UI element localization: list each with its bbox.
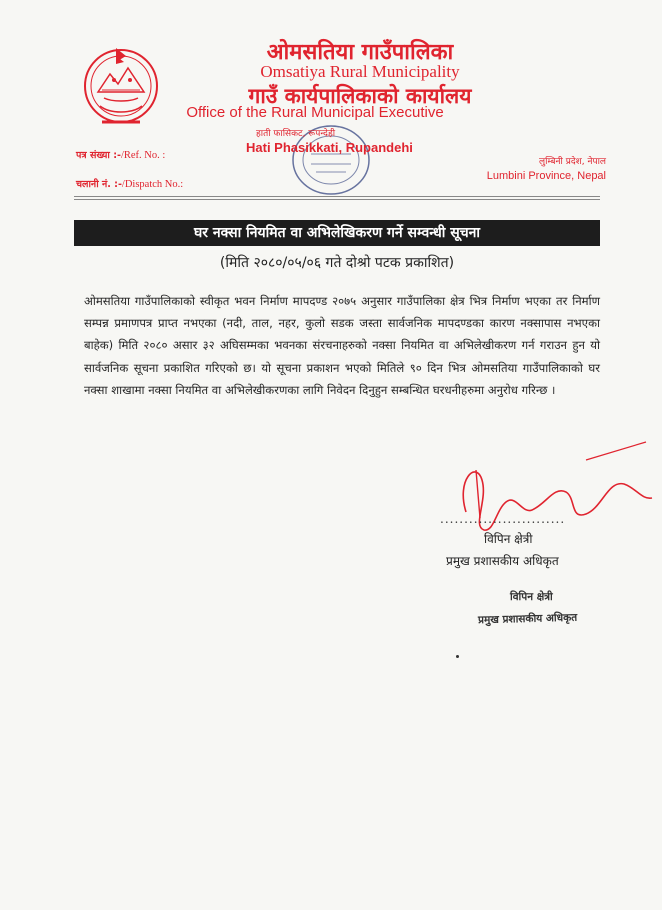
ref-number-field <box>76 148 165 161</box>
notice-title: घर नक्सा नियमित वा अभिलेखिकरण गर्ने सम्वन्धी सूचना <box>74 220 600 246</box>
signatory-title: प्रमुख प्रशासकीय अधिकृत <box>446 554 559 568</box>
signatory-name: विपिन क्षेत्री <box>484 532 533 546</box>
signature-line: .......................... <box>440 512 566 526</box>
name-stamp-name: विपिन क्षेत्री <box>510 591 553 603</box>
municipality-name-nepali: ओमसतिया गाउँपालिका <box>266 40 454 65</box>
ref-label-english: /Ref. No. : <box>120 150 166 161</box>
dispatch-label-english: /Dispatch No.: <box>121 179 184 190</box>
name-stamp-title: प्रमुख प्रशासकीय अधिकृत <box>477 611 578 627</box>
notice-subtitle: (मिति २०८०/०५/०६ गते दोश्रो पटक प्रकाशित) <box>219 255 455 271</box>
ref-label-nepali: पत्र संख्या :- <box>76 150 121 161</box>
dispatch-number-field <box>76 177 183 190</box>
municipality-name-english: Omsatiya Rural Municipality <box>260 62 460 81</box>
header-divider <box>74 196 600 197</box>
province-english: Lumbini Province, Nepal <box>486 170 606 182</box>
dispatch-label-nepali: चलानी नं. :- <box>76 179 122 190</box>
office-place-nepali: हाती फासिकट, रूपन्देही <box>256 129 336 139</box>
office-name-english: Office of the Rural Municipal Executive <box>186 104 444 121</box>
header-divider-secondary <box>74 199 600 200</box>
notice-body: ओमसतिया गाउँपालिकाको स्वीकृत भवन निर्माण मापदण्ड २०७५ अनुसार गाउँपालिका क्षेत्र भित्र निर्माण भएका तर निर्माण सम्पन्न प्रमाणपत्र प्राप्त नभएका (नदी, ताल, नहर, कुलो सडक जस्ता सार्वजनिक मापदण्डका कारण नक्सापास नभएका बाहेक) मिति २०८० असार ३२ अघिसम्मका भवनका संरचनाहरुको नक्सा नियमित वा अभिलेखीकरण गर्न गराउन हुन यो सार्वजनिक सूचना प्रकाशित गरिएको छ। यो सूचना प्रकाशन भएको मितिले ९० दिन भित्र ओमसतिया गाउँपालिकाको घर नक्सा शाखामा नक्सा नियमित वा अभिलेखीकरणका लागि निवेदन दिनुहुन सम्बन्धित घरधनीहरुमा अनुरोध गरिन्छ । <box>84 294 600 397</box>
office-place-english: Hati Phasikkati, Rupandehi <box>246 140 413 155</box>
office-name-nepali: गाउँ कार्यपालिकाको कार्यालय <box>248 84 472 108</box>
province-nepali: लुम्बिनी प्रदेश, नेपाल <box>539 157 606 167</box>
ink-dot <box>456 655 459 658</box>
nepal-government-emblem-icon <box>80 40 162 132</box>
